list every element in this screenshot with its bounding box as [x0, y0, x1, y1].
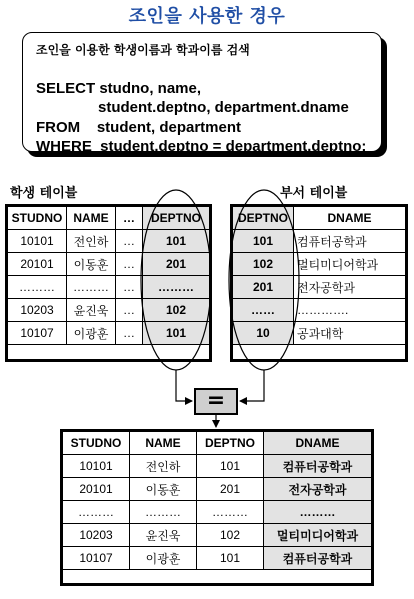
table-row	[8, 230, 210, 253]
table-cell: ………	[264, 501, 372, 524]
table-header-row	[63, 432, 372, 455]
table-cell: 윤진욱	[130, 524, 197, 547]
table-header-row	[233, 207, 406, 230]
table-cell: 컴퓨터공학과	[264, 547, 372, 570]
table-row	[8, 322, 210, 345]
table-row	[8, 276, 210, 299]
table-cell: …	[116, 299, 143, 322]
department-table	[232, 206, 406, 345]
column-header: NAME	[67, 207, 116, 230]
table-row	[233, 322, 406, 345]
table-cell: 이동훈	[67, 253, 116, 276]
table-cell: 공과대학	[294, 322, 406, 345]
table-cell: 101	[197, 547, 264, 570]
table-cell: 101	[197, 455, 264, 478]
table-cell: 201	[143, 253, 210, 276]
table-row	[63, 501, 372, 524]
table-cell: …	[116, 322, 143, 345]
table-cell: ………	[67, 276, 116, 299]
column-header: DEPTNO	[143, 207, 210, 230]
table-cell: 10	[233, 322, 294, 345]
table-cell: 10101	[63, 455, 130, 478]
table-cell: 이광훈	[67, 322, 116, 345]
table-row	[63, 478, 372, 501]
table-cell: ………	[143, 276, 210, 299]
table-cell: ………….	[294, 299, 406, 322]
table-cell: 컴퓨터공학과	[294, 230, 406, 253]
column-header: DNAME	[294, 207, 406, 230]
result-table	[62, 431, 372, 570]
table-row	[63, 547, 372, 570]
table-row	[233, 253, 406, 276]
sql-line-select: SELECT studno, name,	[36, 80, 202, 97]
table-cell: 201	[233, 276, 294, 299]
column-header: NAME	[130, 432, 197, 455]
table-cell: 멀티미디어학과	[294, 253, 406, 276]
table-row	[233, 276, 406, 299]
table-cell: ………	[8, 276, 67, 299]
table-cell: 102	[197, 524, 264, 547]
table-cell: 102	[143, 299, 210, 322]
column-header: STUDNO	[8, 207, 67, 230]
table-cell: ……	[233, 299, 294, 322]
table-cell: 전자공학과	[294, 276, 406, 299]
right-connector-line	[240, 370, 264, 401]
table-cell: 20101	[63, 478, 130, 501]
table-cell: 멀티미디어학과	[264, 524, 372, 547]
sql-query-box	[22, 32, 382, 155]
table-header-row	[8, 207, 210, 230]
table-row	[233, 230, 406, 253]
table-cell: ………	[197, 501, 264, 524]
table-row	[63, 455, 372, 478]
department-table-title: 부서 테이블	[280, 186, 348, 201]
table-cell: 10203	[8, 299, 67, 322]
table-cell: 101	[143, 230, 210, 253]
table-cell: ………	[130, 501, 197, 524]
column-header: …	[116, 207, 143, 230]
table-cell: …	[116, 253, 143, 276]
table-cell: 컴퓨터공학과	[264, 455, 372, 478]
table-cell: 101	[233, 230, 294, 253]
column-header: DEPTNO	[197, 432, 264, 455]
column-header: STUDNO	[63, 432, 130, 455]
page-title: 조인을 사용한 경우	[128, 6, 286, 27]
student-table-frame	[5, 204, 212, 362]
table-row	[63, 524, 372, 547]
student-table	[7, 206, 210, 345]
table-cell: 이동훈	[130, 478, 197, 501]
left-connector-line	[176, 370, 192, 401]
sql-line-select-cont: student.deptno, department.dname	[98, 99, 349, 116]
table-cell: 전인하	[67, 230, 116, 253]
table-cell: 10203	[63, 524, 130, 547]
table-cell: …	[116, 230, 143, 253]
table-cell: 윤진욱	[67, 299, 116, 322]
table-row	[233, 299, 406, 322]
table-cell: 101	[143, 322, 210, 345]
table-row	[8, 299, 210, 322]
equals-box: =	[194, 388, 238, 415]
sql-line-where: WHERE student.deptno = department.deptno;	[36, 138, 367, 155]
sql-line-from: FROM student, department	[36, 119, 242, 136]
table-cell: …	[116, 276, 143, 299]
result-table-frame	[60, 429, 374, 586]
table-cell: 20101	[8, 253, 67, 276]
table-row	[8, 253, 210, 276]
table-cell: 10101	[8, 230, 67, 253]
sql-caption: 조인을 이용한 학생이름과 학과이름 검색	[36, 43, 250, 57]
column-header: DNAME	[264, 432, 372, 455]
table-cell: ………	[63, 501, 130, 524]
table-cell: 이광훈	[130, 547, 197, 570]
table-cell: 201	[197, 478, 264, 501]
student-table-title: 학생 테이블	[10, 186, 78, 201]
table-cell: 10107	[8, 322, 67, 345]
table-cell: 102	[233, 253, 294, 276]
table-cell: 10107	[63, 547, 130, 570]
department-table-frame	[230, 204, 408, 362]
column-header: DEPTNO	[233, 207, 294, 230]
table-cell: 전인하	[130, 455, 197, 478]
table-cell: 전자공학과	[264, 478, 372, 501]
